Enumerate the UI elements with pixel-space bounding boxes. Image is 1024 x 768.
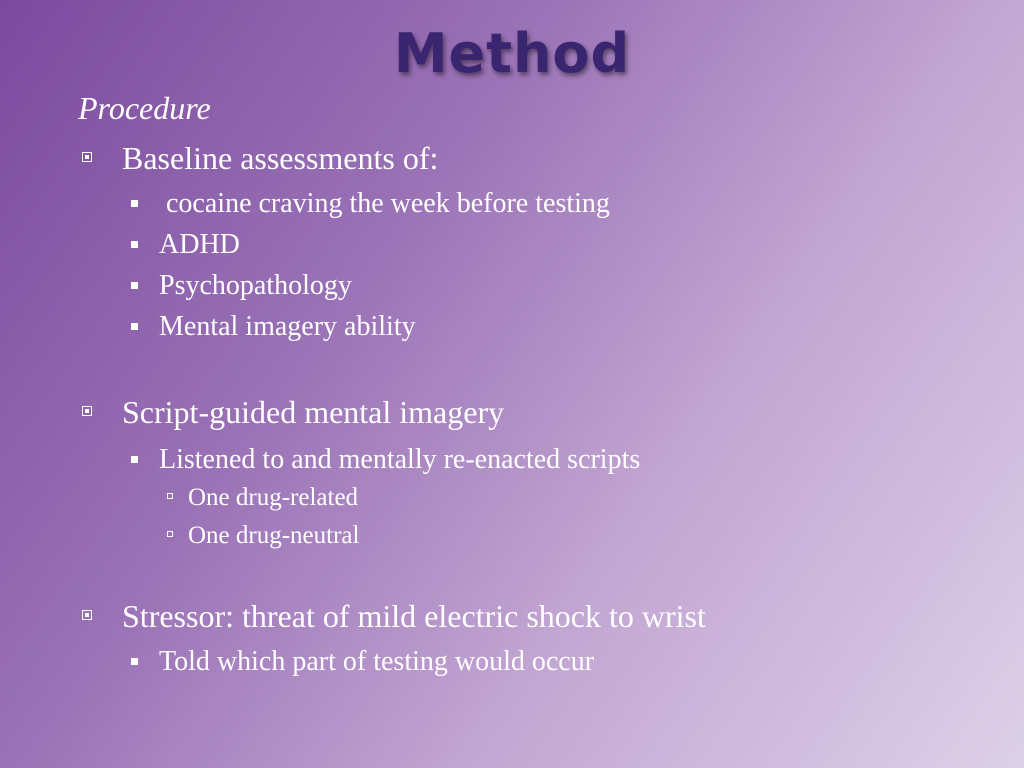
- sub-bullet-told-testing: [159, 646, 594, 678]
- small-square-bullet-icon: [131, 241, 138, 248]
- small-square-bullet-icon: [131, 200, 138, 207]
- sub-bullet-listened-scripts: [159, 444, 640, 476]
- sub-bullet-text: Psychopathology: [159, 270, 352, 301]
- sub-sub-bullet-text: One drug-related: [188, 484, 359, 511]
- sub-bullet-mental-imagery-ability: [159, 311, 416, 343]
- sub-bullet-text: Told which part of testing would occur: [159, 646, 595, 677]
- small-square-bullet-icon: [131, 282, 138, 289]
- sub-bullet-cocaine-craving: [159, 188, 610, 220]
- bullet-stressor: [122, 598, 706, 635]
- sub-bullet-text: Listened to and mentally re-enacted scripts: [159, 444, 641, 475]
- hollow-square-bullet-icon: [167, 493, 173, 499]
- small-square-bullet-icon: [131, 323, 138, 330]
- sub-sub-bullet-text: One drug-neutral: [188, 522, 360, 549]
- small-square-bullet-icon: [131, 658, 138, 665]
- bullet-script-guided-imagery: [122, 394, 504, 431]
- sub-sub-bullet-drug-neutral: [188, 522, 359, 550]
- sub-bullet-adhd: [159, 229, 240, 261]
- slide-title: Method: [393, 22, 631, 85]
- bullet-text: Baseline assessments of:: [122, 140, 439, 176]
- square-bullet-icon: [82, 610, 92, 620]
- hollow-square-bullet-icon: [167, 531, 173, 537]
- bullet-baseline-assessments: [122, 140, 438, 177]
- sub-sub-bullet-drug-related: [188, 484, 358, 512]
- bullet-text: Stressor: threat of mild electric shock to wrist: [122, 598, 706, 634]
- square-bullet-icon: [82, 406, 92, 416]
- sub-bullet-psychopathology: [159, 270, 352, 302]
- sub-bullet-text: Mental imagery ability: [159, 311, 416, 342]
- small-square-bullet-icon: [131, 456, 138, 463]
- section-heading: Procedure: [78, 90, 211, 126]
- square-bullet-icon: [82, 152, 92, 162]
- sub-bullet-text: cocaine craving the week before testing: [159, 188, 610, 219]
- sub-bullet-text: ADHD: [159, 229, 240, 260]
- bullet-text: Script-guided mental imagery: [122, 394, 505, 430]
